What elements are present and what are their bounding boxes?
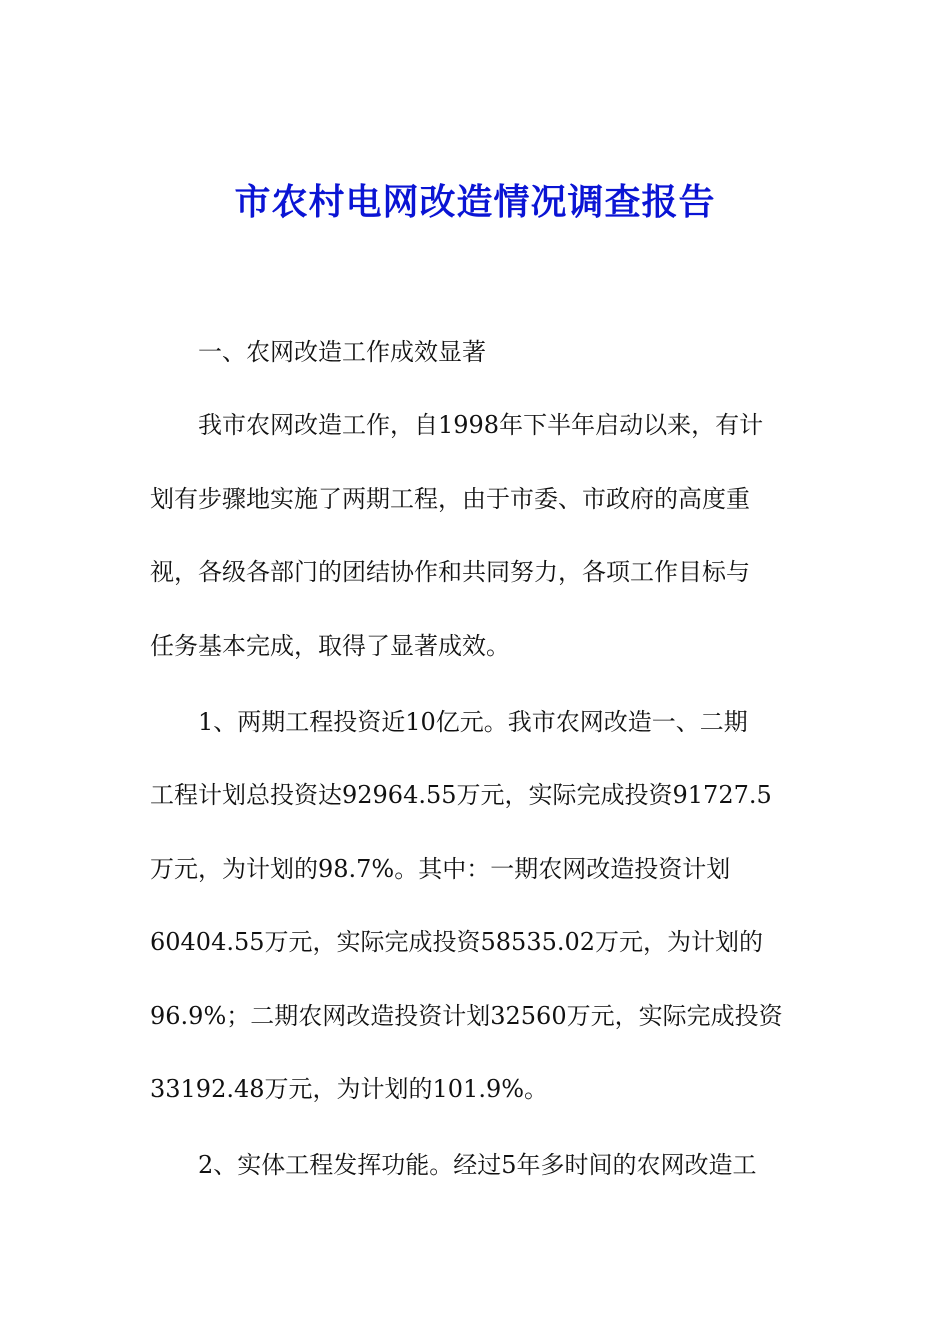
- paragraph-line: 万元，为计划的98.7%。其中：一期农网改造投资计划: [150, 855, 731, 883]
- document-title: 市农村电网改造情况调查报告: [234, 181, 716, 223]
- paragraph-line: 我市农网改造工作，自1998年下半年启动以来，有计: [198, 411, 764, 439]
- paragraph-line: 33192.48万元，为计划的101.9%。: [150, 1075, 549, 1103]
- paragraph-line: 60404.55万元，实际完成投资58535.02万元，为计划的: [150, 928, 764, 956]
- section-heading: 一、农网改造工作成效显著: [198, 338, 486, 366]
- paragraph-line: 工程计划总投资达92964.55万元，实际完成投资91727.5: [150, 781, 772, 809]
- paragraph-line: 视，各级各部门的团结协作和共同努力，各项工作目标与: [150, 558, 750, 586]
- paragraph-line: 2、实体工程发挥功能。经过5年多时间的农网改造工: [198, 1151, 757, 1179]
- paragraph-line: 任务基本完成，取得了显著成效。: [150, 632, 510, 660]
- paragraph-line: 1、两期工程投资近10亿元。我市农网改造一、二期: [198, 708, 748, 736]
- paragraph-line: 划有步骤地实施了两期工程，由于市委、市政府的高度重: [150, 485, 750, 513]
- paragraph-line: 96.9%；二期农网改造投资计划32560万元，实际完成投资: [150, 1002, 783, 1030]
